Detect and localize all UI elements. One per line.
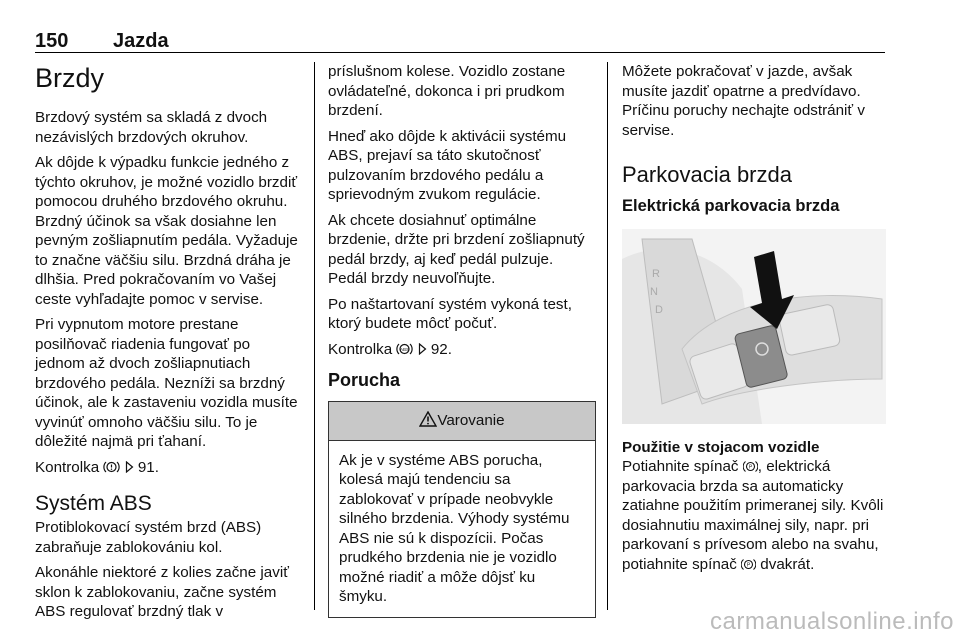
paragraph: Ak chcete dosiahnuť optimálne brzdenie, držte pri brzdení zošliapnutý pedál brzdy, aj keď pedál pulzuje. Pedál brzdy neuvoľňujte. xyxy=(328,211,585,287)
warning-triangle-icon xyxy=(419,411,437,427)
page-reference-icon xyxy=(418,343,427,355)
svg-text:R: R xyxy=(652,267,660,280)
heading-brakes: Brzdy xyxy=(35,63,105,93)
paragraph: Akonáhle niektoré z kolies začne javiť sklon k zablokovaniu, začne systém ABS regulovať brzdný tlak v xyxy=(35,564,289,620)
parking-brake-switch-illustration xyxy=(622,229,886,424)
heading-fault: Porucha xyxy=(328,370,401,390)
page-header xyxy=(35,30,885,54)
heading-abs: Systém ABS xyxy=(35,492,152,515)
parking-brake-switch-icon xyxy=(741,558,756,571)
heading-electric-parking-brake: Elektrická parkovacia brzda xyxy=(622,197,840,215)
text: 92. xyxy=(426,340,452,358)
parking-brake-illustration xyxy=(622,229,886,424)
paragraph: príslušnom kolese. Vozidlo zostane ovládateľné, dokonca i pri prudkom brzdení. xyxy=(328,63,566,119)
watermark: carmanualsonline.info xyxy=(710,608,954,635)
column-divider-1 xyxy=(314,62,315,610)
paragraph: Ak dôjde k výpadku funkcie jedného z týchto okruhov, je možné vozidlo brzdiť pomocou druhého brzdového okruhu. Brzdný účinok sa však dosiahne len pevným zošliapnutím pedála. Vyžaduje to značne väčšiu silu. Brzdná dráha je dlhšia. Pred pokračovaním vo Vašej ceste vyhľadajte pomoc v servise. xyxy=(35,154,298,308)
warning-header xyxy=(329,402,595,441)
text: Potiahnite spínač xyxy=(622,458,743,475)
text: Kontrolka xyxy=(328,340,397,358)
paragraph: Môžete pokračovať v jazde, avšak musíte jazdiť opatrne a predvídavo. Príčinu poruchy nechajte odstrániť v servise. xyxy=(622,63,865,139)
parking-brake-switch-icon xyxy=(743,460,758,473)
paragraph-indicator-ref xyxy=(328,340,596,360)
page-number: 150 xyxy=(35,30,69,52)
paragraph: Brzdový systém sa skladá z dvoch nezávislých brzdových okruhov. xyxy=(35,109,268,146)
paragraph: Protiblokovací systém brzd (ABS) zabraňuje zablokovániu kol. xyxy=(35,519,262,556)
column-3 xyxy=(622,62,890,580)
text: 91. xyxy=(133,458,159,476)
svg-text:N: N xyxy=(650,285,658,298)
paragraph: Pri vypnutom motore prestane posilňovač riadenia fungovať po jednom až dvoch zošliapnutiach brzdového pedála. Nezníži sa brzdný účinok, ale k zastaveniu vozidla musíte vyvinúť omnoho väčšiu silu. To je dôležité najmä pri ťahaní. xyxy=(35,316,298,450)
column-divider-2 xyxy=(607,62,608,610)
svg-text:ABS: ABS xyxy=(400,346,410,352)
column-2 xyxy=(328,62,596,618)
brake-warning-icon xyxy=(103,460,120,474)
text: Kontrolka xyxy=(35,458,104,476)
text: dvakrát. xyxy=(756,555,815,573)
paragraph: Hneď ako dôjde k aktivácii systému ABS, prejaví sa táto skutočnosť pulzovaním brzdového pedálu a sprievodným zvukom regulácie. xyxy=(328,127,567,203)
warning-box xyxy=(328,401,596,618)
section-title: Jazda xyxy=(113,30,169,52)
heading-parking-brake: Parkovacia brzda xyxy=(622,162,792,187)
abs-icon xyxy=(396,342,413,356)
svg-text:P: P xyxy=(748,464,752,471)
column-1 xyxy=(35,60,303,628)
text: , elektrická parkovacia brzda sa automaticky zatiahne použitím primeranej sily. Kvôli dosiahnutiu maximálnej sily, napr. pri parkovaní s prívesom alebo na svahu, potiahnite spínač xyxy=(622,458,884,573)
paragraph: Po naštartovaní systém vykoná test, ktorý budete môcť počuť. xyxy=(328,295,572,332)
svg-text:P: P xyxy=(746,561,751,568)
page-reference-icon xyxy=(125,461,134,473)
warning-title: Varovanie xyxy=(437,411,505,429)
header-rule xyxy=(35,52,885,53)
svg-text:D: D xyxy=(655,303,663,316)
paragraph-indicator-ref xyxy=(35,458,303,478)
heading-stationary-use: Použitie v stojacom vozidle xyxy=(622,438,820,456)
paragraph-switch-usage xyxy=(622,457,890,574)
warning-text: Ak je v systéme ABS porucha, kolesá majú tendenciu sa zablokovať v prípade neobvykle silného brzdenia. Výhody systému ABS nie sú k dispozícii. Počas prudkého brzdenia nie je vozidlo možné riadiť a môže dôjsť ku šmyku. xyxy=(339,451,570,605)
